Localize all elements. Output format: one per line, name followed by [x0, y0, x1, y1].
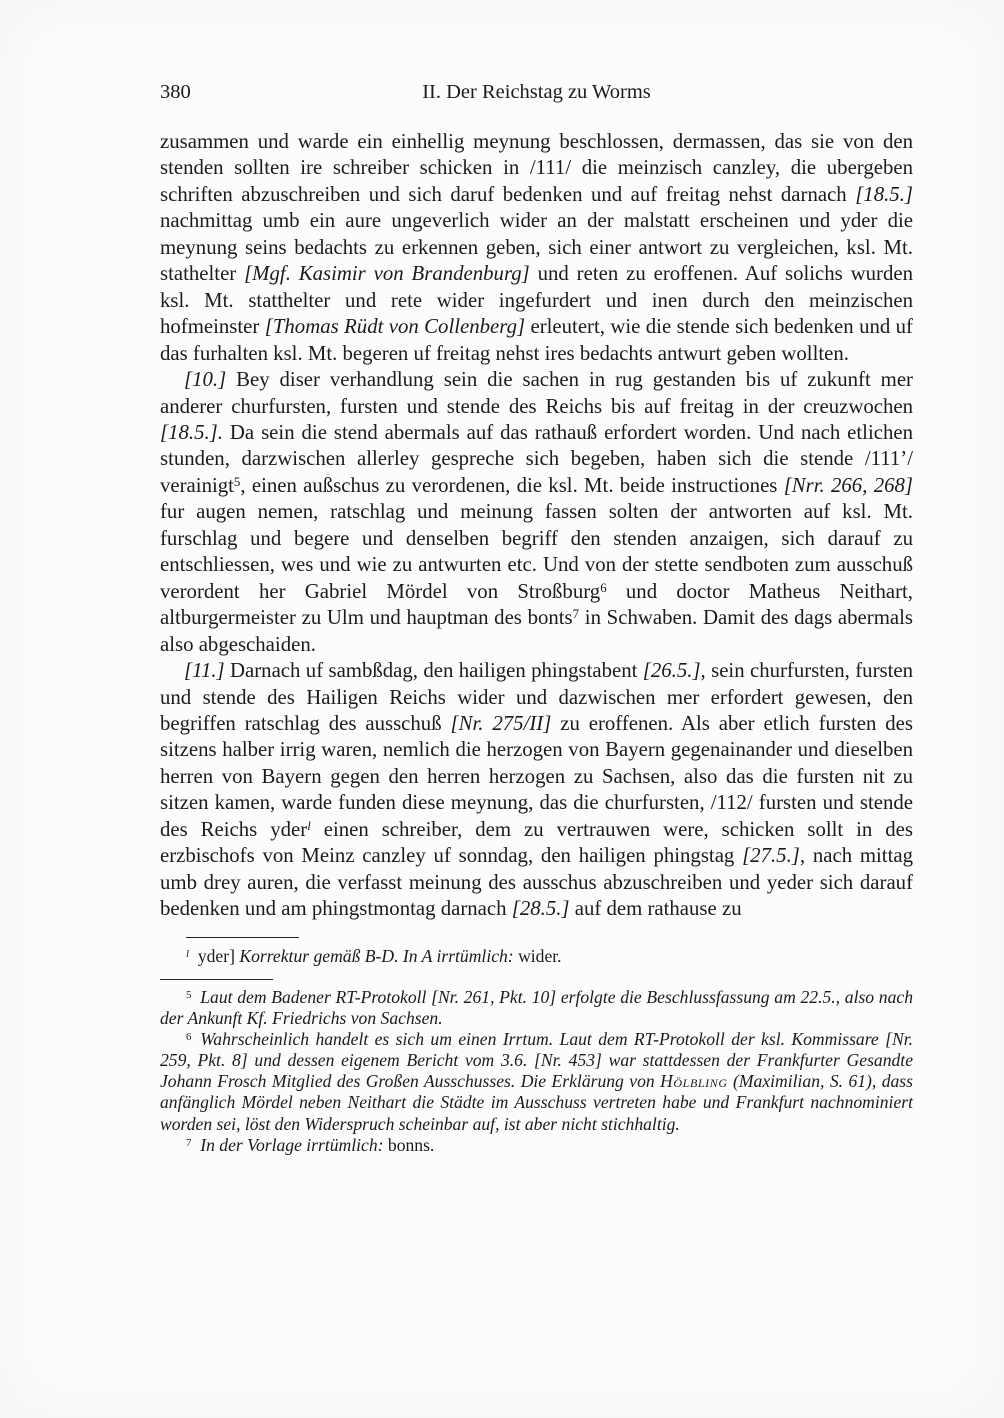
text-run: nachmittag umb ein aure ungeverlich wider an der malstatt erscheinen und yder die meynung seins bedachts zu erkennen geben, sich einer antwort zu vergleichen, ksl. Mt. stathelter — [160, 209, 913, 286]
footnote-ref: l — [307, 818, 311, 833]
apparatus-separator-rule — [186, 937, 299, 938]
text-run: [26.5.] — [642, 659, 701, 683]
page-header — [160, 80, 913, 104]
text-run: [Thomas Rüdt von Collenberg] — [264, 315, 526, 339]
paragraph — [160, 367, 913, 658]
text-run: [28.5.] — [511, 897, 570, 921]
text-run: fur augen nemen, ratschlag und meinung fassen solten der antworten auf ksl. Mt. furschlag und begere und denselben begriff den stenden anzaigen, sich darauf zu entschliessen, wes und wie zu antwurten etc. Und von der stette sendboten zum ausschuß verordent her Gabriel Mördel von Stroßburg — [160, 500, 913, 603]
note-marker: 5 — [186, 989, 192, 1002]
footnote — [160, 987, 913, 1029]
footnote-ref: 7 — [572, 607, 580, 622]
text-run: , einen außschus zu verordenen, die ksl. Mt. beide instructiones — [240, 473, 784, 497]
footnote — [160, 1029, 913, 1134]
text-run: in Schwaben. Damit des dags abermals also abgeschaiden. — [160, 606, 913, 656]
text-run: , nach mittag umb drey auren, die verfasst meinung des ausschus abzuschreiben und yeder sich darauf bedenken und am phingstmontag darnach — [160, 844, 913, 921]
text-run: yder] — [197, 945, 240, 966]
text-run: und reten zu eroffenen. Auf solichs wurden ksl. Mt. statthelter und rete wider ingefurdert und inen durch den meinzischen hofmeinster — [160, 262, 914, 339]
text-run: Korrektur gemäß B-D. In A irrtümlich: — [239, 945, 514, 966]
text-block — [160, 80, 913, 1156]
text-run: zusammen und warde ein einhellig meynung beschlossen, dermassen, das sie von den stenden sollten ire schreiber schicken in /111/ die meinzisch canzley, die ubergeben schriften abzuschreiben und sich daruf bedenken und auf freitag nehst darnach — [160, 130, 913, 206]
text-run: Laut dem Badener RT-Protokoll [Nr. 261, Pkt. 10] erfolgte die Beschlussfassung am 22.5., also nach der Ankunft Kf. Friedrichs von Sachsen. — [160, 987, 913, 1029]
text-run: Wahrscheinlich handelt es sich um einen Irrtum. Laut dem RT-Protokoll der ksl. Kommissare [Nr. 259, Pkt. 8] und dessen eigenem Bericht vom 3.6. [Nr. 453] war stattdessen der Frankfurter Gesandte Johann Frosch Mitglied des Großen Ausschusses. Die Erklärung von — [160, 1029, 913, 1092]
text-run: Da sein die stend abermals auf das rathauß erfordert worden. Und nach etlichen stunden, darzwischen allerley gespreche sich begeben, haben sich die stende /111’/ verainigt — [160, 420, 913, 497]
text-run: (Maximilian, S. 61), dass anfänglich Mördel neben Neithart die Städte im Ausschuss vertreten habe und Frankfurt nachnominiert worden sei, löst den Widerspruch scheinbar auf, ist aber nicht stichhaltig. — [160, 1071, 913, 1134]
text-run: [11.] — [184, 659, 225, 683]
note-marker: 6 — [186, 1031, 192, 1044]
note-marker: l — [186, 947, 190, 960]
text-run: Bey diser verhandlung sein die sachen in rug gestanden bis uf zukunft mer anderer churfursten, fursten und stende des Reichs bis auf freitag in der creuzwochen — [160, 368, 913, 418]
footnote — [160, 1135, 913, 1156]
apparatus-note — [160, 946, 913, 967]
apparatus-notes — [160, 946, 913, 967]
text-run: auf dem rathause zu — [569, 897, 742, 921]
footnote-ref: 5 — [233, 475, 241, 490]
text-run: erleutert, wie die stende sich bedenken und uf das furhalten ksl. Mt. begeren uf freitag nehst ires bedachts antwurt geben wollten. — [160, 315, 913, 365]
paragraph — [160, 129, 913, 367]
text-run: In der Vorlage irrtümlich: — [200, 1134, 384, 1155]
text-run: [10.] — [184, 368, 227, 392]
text-run: Hölbling — [660, 1071, 728, 1092]
note-marker: 7 — [186, 1136, 192, 1149]
text-run: wider. — [513, 945, 562, 966]
text-run: [Nrr. 266, 268] — [783, 473, 913, 497]
running-head-title: II. Der Reichstag zu Worms — [422, 81, 651, 103]
footnote-ref: 6 — [600, 580, 607, 595]
text-run: [18.5.]. — [160, 420, 223, 444]
text-run: zu eroffenen. Als aber etlich fursten des sitzens halber irrig waren, nemlich die herzogen von Bayern gegenainander und dieselben herren von Bayern gegen den herren herzogen zu Sachsen, also das die fursten nit zu sitzen kamen, warde funden diese meynung, das die churfursten, /112/ fursten und stende des Reichs yder — [160, 711, 913, 841]
text-run: [18.5.] — [855, 182, 913, 206]
text-run: [Nr. 275/II] — [450, 711, 552, 735]
text-run: und doctor Matheus Neithart, altburgermeister zu Ulm und hauptman des bonts — [160, 579, 913, 630]
footnotes — [160, 987, 913, 1156]
text-run: bonns. — [383, 1134, 435, 1155]
text-run: Darnach uf sambßdag, den hailigen phingstabent — [224, 659, 643, 683]
text-run: , sein churfursten, fursten und stende des Hailigen Reichs wider und dazwischen mer erfordert gewesen, den begriffen ratschlag des ausschuß — [160, 659, 913, 735]
body-text — [160, 129, 913, 923]
text-run: einen schreiber, dem zu vertrauwen were, schicken sollt in des erzbischofs von Meinz canzley uf sonndag, den hailigen phingstag — [160, 817, 913, 868]
footnote-separator-rule — [160, 979, 273, 980]
paragraph — [160, 658, 913, 923]
text-run: [Mgf. Kasimir von Brandenburg] — [244, 262, 530, 286]
text-run: [27.5.] — [742, 844, 800, 868]
page-number: 380 — [160, 81, 191, 103]
